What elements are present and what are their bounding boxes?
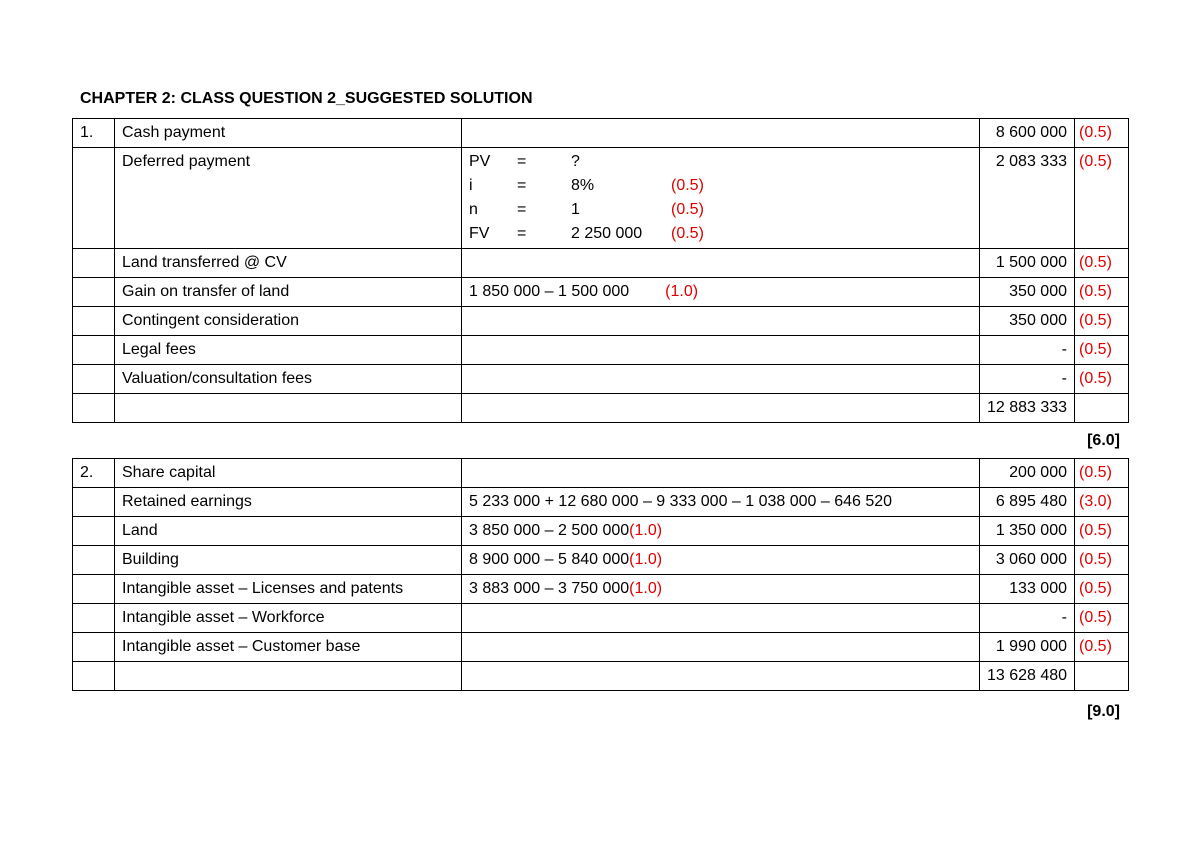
calculation — [462, 307, 980, 336]
pv-symbol: PV — [469, 153, 491, 170]
calc-mark: (1.0) — [629, 522, 663, 539]
item-label: Retained earnings — [115, 488, 462, 517]
amount: 3 060 000 — [980, 546, 1075, 575]
mark: (0.5) — [1075, 307, 1129, 336]
question-2-table — [72, 458, 1129, 691]
empty-cell — [1075, 394, 1129, 423]
question-2-score: [9.0] — [1087, 703, 1120, 720]
calculation — [462, 488, 980, 517]
calc-mark: (1.0) — [665, 283, 699, 300]
pv-equals: = — [517, 201, 527, 218]
pv-value: 8% — [571, 177, 595, 194]
table-row — [73, 459, 1129, 488]
mark: (0.5) — [1075, 633, 1129, 662]
calculation — [462, 249, 980, 278]
empty-cell — [462, 394, 980, 423]
calc-text: 3 850 000 – 2 500 000 — [469, 522, 630, 539]
empty-cell — [73, 307, 115, 336]
empty-cell — [73, 662, 115, 691]
table-row — [73, 148, 1129, 249]
calc-text: 8 900 000 – 5 840 000 — [469, 551, 630, 568]
pv-mark — [671, 152, 731, 172]
pv-mark: (0.5) — [671, 225, 704, 242]
item-label: Contingent consideration — [115, 307, 462, 336]
empty-cell — [73, 249, 115, 278]
calculation — [462, 604, 980, 633]
amount: - — [980, 365, 1075, 394]
calculation — [462, 546, 980, 575]
amount: 200 000 — [980, 459, 1075, 488]
total-amount: 13 628 480 — [980, 662, 1075, 691]
empty-cell — [73, 633, 115, 662]
amount: 6 895 480 — [980, 488, 1075, 517]
empty-cell — [73, 517, 115, 546]
table-row — [73, 307, 1129, 336]
item-label: Legal fees — [115, 336, 462, 365]
amount: 1 990 000 — [980, 633, 1075, 662]
pv-mark: (0.5) — [671, 201, 704, 218]
amount: - — [980, 336, 1075, 365]
item-label: Share capital — [115, 459, 462, 488]
item-label: Deferred payment — [115, 148, 462, 249]
empty-cell — [462, 662, 980, 691]
calculation — [462, 119, 980, 148]
page-title: CHAPTER 2: CLASS QUESTION 2_SUGGESTED SOLUTION — [80, 90, 533, 107]
table-row — [73, 575, 1129, 604]
calc-text: 1 850 000 – 1 500 000 — [469, 283, 630, 300]
amount: 1 500 000 — [980, 249, 1075, 278]
table-row — [73, 633, 1129, 662]
table-row — [73, 546, 1129, 575]
empty-cell — [73, 575, 115, 604]
empty-cell — [73, 604, 115, 633]
amount: 8 600 000 — [980, 119, 1075, 148]
mark: (0.5) — [1075, 336, 1129, 365]
amount: 1 350 000 — [980, 517, 1075, 546]
mark: (0.5) — [1075, 459, 1129, 488]
empty-cell — [73, 148, 115, 249]
table-row — [73, 278, 1129, 307]
mark: (0.5) — [1075, 278, 1129, 307]
amount: 133 000 — [980, 575, 1075, 604]
calc-text: 5 233 000 + 12 680 000 – 9 333 000 – 1 038 000 – 646 520 — [469, 493, 893, 510]
empty-cell — [73, 336, 115, 365]
pv-symbol: i — [469, 177, 473, 194]
total-row — [73, 394, 1129, 423]
item-label: Intangible asset – Licenses and patents — [115, 575, 462, 604]
mark: (0.5) — [1075, 604, 1129, 633]
calculation — [462, 633, 980, 662]
calc-text: 3 883 000 – 3 750 000 — [469, 580, 630, 597]
pv-mark: (0.5) — [671, 177, 704, 194]
pv-symbol: n — [469, 201, 478, 218]
calculation — [462, 517, 980, 546]
pv-value: 1 — [571, 201, 580, 218]
item-label: Valuation/consultation fees — [115, 365, 462, 394]
table-row — [73, 488, 1129, 517]
pv-symbol: FV — [469, 225, 490, 242]
mark: (0.5) — [1075, 517, 1129, 546]
mark: (0.5) — [1075, 575, 1129, 604]
mark: (0.5) — [1075, 148, 1129, 249]
table-row — [73, 517, 1129, 546]
empty-cell — [73, 394, 115, 423]
pv-equals: = — [517, 153, 527, 170]
mark: (0.5) — [1075, 365, 1129, 394]
pv-calculation — [469, 152, 972, 244]
question-1-score: [6.0] — [1087, 432, 1120, 449]
pv-equals: = — [517, 225, 527, 242]
table-row — [73, 336, 1129, 365]
question-number: 1. — [73, 119, 115, 148]
calculation — [462, 148, 980, 249]
item-label: Gain on transfer of land — [115, 278, 462, 307]
calculation — [462, 575, 980, 604]
item-label: Intangible asset – Workforce — [115, 604, 462, 633]
table-row — [73, 119, 1129, 148]
question-1-table — [72, 118, 1129, 423]
empty-cell — [73, 546, 115, 575]
calculation — [462, 365, 980, 394]
calculation — [462, 278, 980, 307]
pv-equals: = — [517, 177, 527, 194]
empty-cell — [73, 365, 115, 394]
table-row — [73, 604, 1129, 633]
empty-cell — [73, 278, 115, 307]
calc-mark: (1.0) — [629, 551, 663, 568]
item-label: Intangible asset – Customer base — [115, 633, 462, 662]
empty-cell — [1075, 662, 1129, 691]
calculation — [462, 459, 980, 488]
calculation — [462, 336, 980, 365]
item-label: Cash payment — [115, 119, 462, 148]
amount: 350 000 — [980, 278, 1075, 307]
empty-cell — [73, 488, 115, 517]
item-label: Building — [115, 546, 462, 575]
table-row — [73, 249, 1129, 278]
mark: (3.0) — [1075, 488, 1129, 517]
total-row — [73, 662, 1129, 691]
calc-mark: (1.0) — [629, 580, 663, 597]
mark: (0.5) — [1075, 546, 1129, 575]
amount: 2 083 333 — [980, 148, 1075, 249]
item-label: Land transferred @ CV — [115, 249, 462, 278]
amount: 350 000 — [980, 307, 1075, 336]
mark: (0.5) — [1075, 119, 1129, 148]
question-number: 2. — [73, 459, 115, 488]
mark: (0.5) — [1075, 249, 1129, 278]
pv-value: ? — [571, 153, 580, 170]
empty-cell — [115, 394, 462, 423]
amount: - — [980, 604, 1075, 633]
total-amount: 12 883 333 — [980, 394, 1075, 423]
empty-cell — [115, 662, 462, 691]
pv-value: 2 250 000 — [571, 225, 643, 242]
table-row — [73, 365, 1129, 394]
item-label: Land — [115, 517, 462, 546]
